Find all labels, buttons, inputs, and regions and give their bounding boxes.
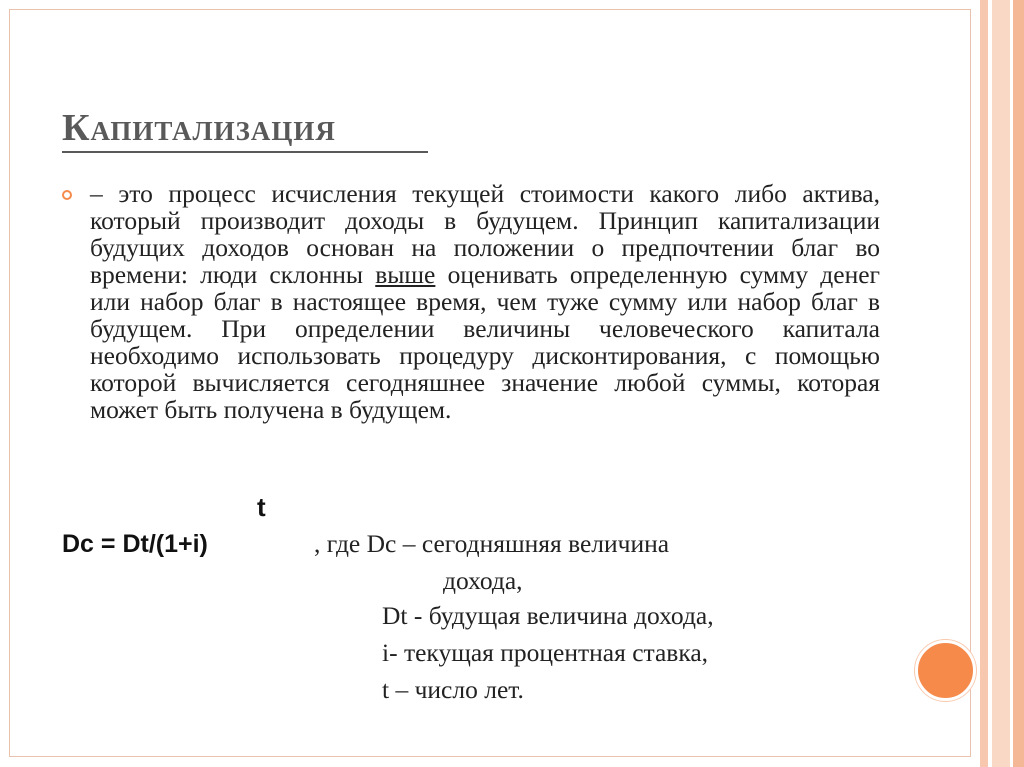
- formula-exponent: t: [257, 492, 266, 522]
- stripe: [1013, 0, 1024, 767]
- formula-expression: Dc = Dt/(1+i): [62, 530, 208, 558]
- bullet-circle-icon: [62, 190, 72, 200]
- body-underlined-word: выше: [375, 260, 436, 289]
- slide-title: Капитализация: [62, 107, 336, 149]
- body-text-part2: оценивать определенную сумму денег или набор благ в настоящее время, чем туже сумму или набор благ в будущем. При определении величины человеческого капитала необходимо использовать процедуру дисконтирования, с помощью которой вычисляется сегодняшнее значение любой суммы, которая может быть получена в будущем.: [90, 260, 880, 424]
- stripe: [980, 0, 988, 767]
- formula-i-definition: i- текущая процентная ставка,: [382, 638, 709, 667]
- decorative-stripes: [980, 0, 1024, 767]
- formula-where: , где Dc – сегодняшняя величина: [314, 529, 670, 558]
- stripe: [992, 0, 1010, 767]
- formula-t-definition: t – число лет.: [382, 675, 524, 704]
- formula-dt-definition: Dt - будущая величина дохода,: [382, 601, 714, 630]
- formula-where-continuation: дохода,: [443, 566, 523, 595]
- body-paragraph: [90, 180, 880, 423]
- decorative-circle: [915, 640, 976, 701]
- title-underline: [62, 151, 428, 153]
- body-text-part1: – это процесс исчисления текущей стоимости какого либо актива, который производит доходы в будущем. Принцип капитализации будущих доходов основан на положении о предпочтении благ во времени: люди склонны: [90, 179, 880, 289]
